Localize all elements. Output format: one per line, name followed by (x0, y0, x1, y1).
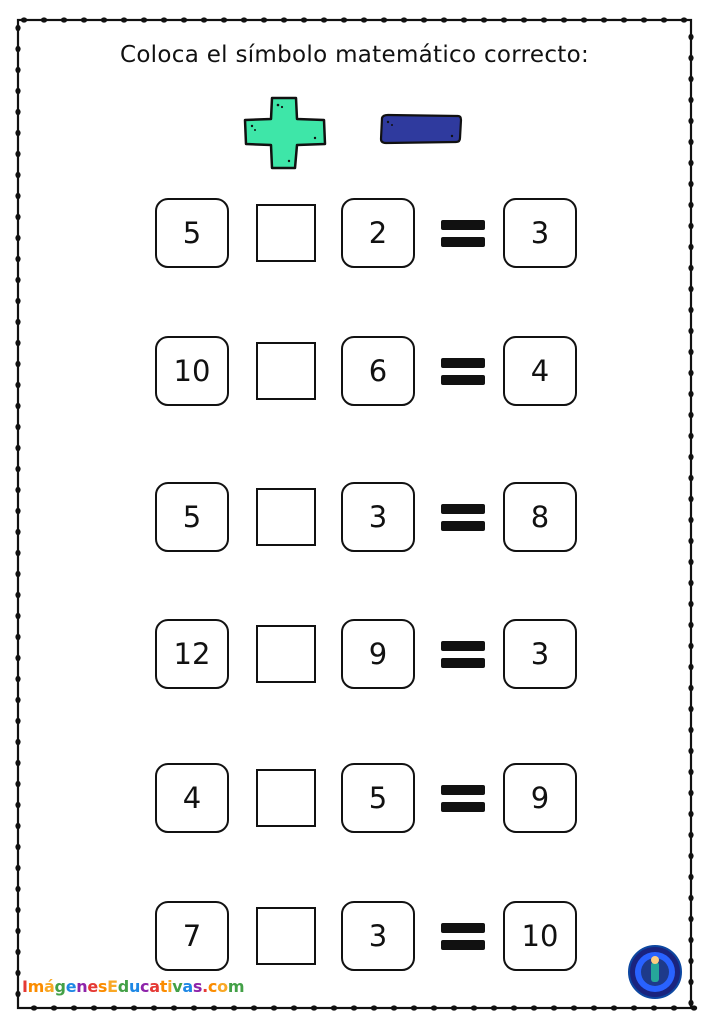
symbol-answer-box[interactable] (256, 907, 316, 965)
result-number-box: 3 (503, 198, 577, 268)
brand-text: ImágenesEducativas.com (22, 977, 245, 996)
symbol-answer-box[interactable] (256, 488, 316, 546)
equals-sign-icon (441, 220, 485, 248)
symbol-answer-box[interactable] (256, 625, 316, 683)
symbol-answer-box[interactable] (256, 204, 316, 262)
equals-sign-icon (441, 504, 485, 532)
minus-sign-icon (378, 112, 464, 146)
second-number-box: 2 (341, 198, 415, 268)
plus-sign-icon (242, 95, 328, 171)
first-number-box: 5 (155, 482, 229, 552)
equation-row (0, 336, 709, 410)
second-number-box: 3 (341, 482, 415, 552)
brand-watermark (22, 977, 244, 996)
second-number-box: 3 (341, 901, 415, 971)
result-number-box: 10 (503, 901, 577, 971)
circular-badge-logo-icon (627, 944, 683, 1000)
first-number-box: 10 (155, 336, 229, 406)
equals-sign-icon (441, 641, 485, 669)
equation-row (0, 619, 709, 693)
equals-sign-icon (441, 358, 485, 386)
equals-sign-icon (441, 923, 485, 951)
second-number-box: 5 (341, 763, 415, 833)
symbol-answer-box[interactable] (256, 769, 316, 827)
result-number-box: 4 (503, 336, 577, 406)
first-number-box: 4 (155, 763, 229, 833)
equation-row (0, 763, 709, 837)
equation-row (0, 482, 709, 556)
equation-row (0, 901, 709, 975)
first-number-box: 7 (155, 901, 229, 971)
second-number-box: 6 (341, 336, 415, 406)
symbol-answer-box[interactable] (256, 342, 316, 400)
first-number-box: 12 (155, 619, 229, 689)
result-number-box: 9 (503, 763, 577, 833)
result-number-box: 8 (503, 482, 577, 552)
second-number-box: 9 (341, 619, 415, 689)
result-number-box: 3 (503, 619, 577, 689)
equation-row (0, 198, 709, 272)
equals-sign-icon (441, 785, 485, 813)
worksheet-title: Coloca el símbolo matemático correcto: (119, 42, 590, 68)
first-number-box: 5 (155, 198, 229, 268)
